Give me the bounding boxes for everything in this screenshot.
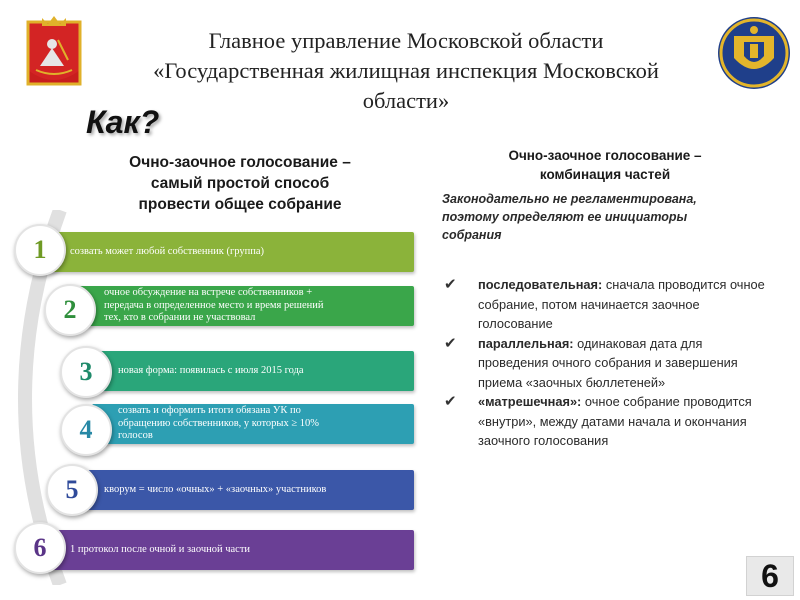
step-text-line: новая форма: появилась с июля 2015 года (118, 364, 304, 376)
step-text-6 (70, 544, 250, 557)
step-bar-4 (92, 404, 414, 444)
moscow-oblast-emblem-icon (22, 14, 86, 92)
step-text-1 (70, 246, 264, 259)
step-bar-1 (40, 232, 414, 272)
checkmark-icon: ✔ (444, 276, 457, 293)
step-text-line: 1 протокол после очной и заочной части (70, 543, 251, 555)
voting-type-description: сначала проводится очное собрание, потом начинается заочное голосование (478, 277, 765, 331)
voting-type-description: очное собрание проводится «внутри», между датами начала и окончания заочного голосования (478, 394, 752, 448)
subtitle-line-3: собрания (442, 228, 502, 242)
title-line-2: «Государственная жилищная инспекция Московской (153, 58, 659, 83)
subtitle-line-2: поэтому определяют ее инициаторы (442, 210, 688, 224)
voting-type-name: «матрешечная»: (478, 394, 582, 409)
left-section-title (95, 152, 385, 215)
subtitle-line-1: Законодательно не регламентирована, (442, 192, 697, 206)
step-text-line: кворум = число «очных» + «заочных» участников (104, 483, 327, 495)
page-number: 6 (746, 556, 794, 596)
voting-types-list (442, 275, 772, 451)
step-number-3: 3 (60, 346, 112, 398)
right-title-line-1: Очно-заочное голосование – (508, 148, 702, 163)
voting-type-item (442, 392, 772, 451)
voting-type-name: последовательная: (478, 277, 603, 292)
step-text-line: обращению собственников, у которых ≥ 10% (118, 417, 319, 429)
right-section-title (440, 146, 770, 184)
left-title-line-2: самый простой способ (150, 175, 330, 192)
kak-label: Как? (86, 104, 160, 140)
step-bar-3 (92, 351, 414, 391)
step-text-line: голосов (118, 430, 153, 442)
step-number-1: 1 (14, 224, 66, 276)
left-title-line-1: Очно-заочное голосование – (129, 154, 351, 171)
step-bar-6 (40, 530, 414, 570)
left-title-line-3: провести общее собрание (138, 196, 342, 213)
voting-type-description: одинаковая дата для проведения очного собрания и завершения приема «заочных бюллетеней» (478, 335, 738, 390)
title-line-3: области» (362, 88, 450, 113)
step-text-4 (118, 405, 319, 443)
step-number-5: 5 (46, 464, 98, 516)
step-text-line: передача в определенное место и время решений (104, 299, 324, 311)
voting-type-name: параллельная: (478, 335, 574, 351)
title-line-1: Главное управление Московской области (208, 28, 604, 53)
step-text-line: созвать может любой собственник (группа) (70, 245, 265, 257)
step-text-5 (104, 484, 326, 497)
step-text-line: тех, кто в собрании не участвовал (104, 312, 256, 324)
voting-type-item (442, 334, 772, 393)
right-section-subtitle (442, 190, 777, 244)
step-bar-5 (78, 470, 414, 510)
step-text-line: очное обсуждение на встрече собственников + (104, 287, 313, 299)
step-number-4: 4 (60, 404, 112, 456)
step-text-2 (104, 287, 324, 325)
checkmark-icon: ✔ (444, 393, 457, 410)
right-title-line-2: комбинация частей (539, 167, 671, 182)
step-bar-2 (66, 286, 414, 326)
step-text-line: созвать и оформить итоги обязана УК по (118, 405, 301, 417)
voting-type-item (442, 275, 772, 334)
step-text-3 (118, 365, 304, 378)
step-number-2: 2 (44, 284, 96, 336)
step-number-6: 6 (14, 522, 66, 574)
page-title (96, 26, 716, 116)
housing-inspection-emblem-icon (716, 14, 792, 92)
checkmark-icon: ✔ (444, 334, 457, 352)
